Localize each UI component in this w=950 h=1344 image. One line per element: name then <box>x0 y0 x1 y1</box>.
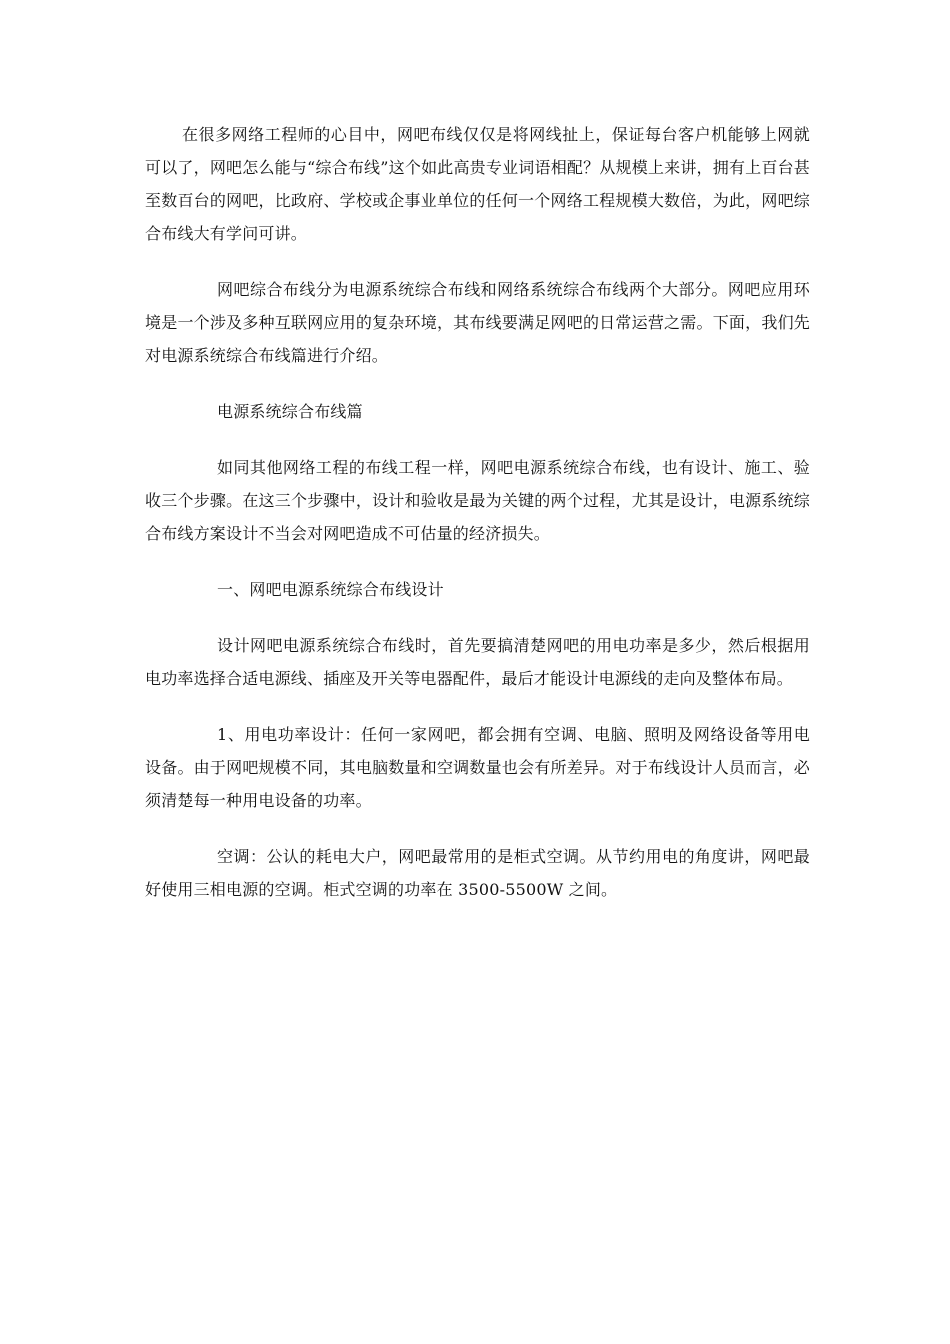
paragraph-design: 设计网吧电源系统综合布线时，首先要搞清楚网吧的用电功率是多少，然后根据用电功率选择合适电源线、插座及开关等电器配件，最后才能设计电源线的走向及整体布局。 <box>145 636 810 688</box>
paragraph-power-design: 1、用电功率设计：任何一家网吧，都会拥有空调、电脑、照明及网络设备等用电设备。由于网吧规模不同，其电脑数量和空调数量也会有所差异。对于布线设计人员而言，必须清楚每一种用电设备的功率。 <box>145 725 810 810</box>
document-body <box>145 118 810 906</box>
paragraph-air-conditioning: 空调：公认的耗电大户，网吧最常用的是柜式空调。从节约用电的角度讲，网吧最好使用三相电源的空调。柜式空调的功率在 3500-5500W 之间。 <box>145 847 810 899</box>
section-heading-power: 电源系统综合布线篇 <box>217 402 363 421</box>
subheading-design: 一、网吧电源系统综合布线设计 <box>217 580 444 599</box>
paragraph-overview: 网吧综合布线分为电源系统综合布线和网络系统综合布线两个大部分。网吧应用环境是一个涉及多种互联网应用的复杂环境，其布线要满足网吧的日常运营之需。下面，我们先对电源系统综合布线篇进行介绍。 <box>145 280 810 365</box>
paragraph-intro: 在很多网络工程师的心目中，网吧布线仅仅是将网线扯上，保证每台客户机能够上网就可以了，网吧怎么能与“综合布线”这个如此高贵专业词语相配？从规模上来讲，拥有上百台甚至数百台的网吧，比政府、学校或企事业单位的任何一个网络工程规模大数倍，为此，网吧综合布线大有学问可讲。 <box>145 125 810 243</box>
paragraph-steps: 如同其他网络工程的布线工程一样，网吧电源系统综合布线，也有设计、施工、验收三个步骤。在这三个步骤中，设计和验收是最为关键的两个过程，尤其是设计，电源系统综合布线方案设计不当会对网吧造成不可估量的经济损失。 <box>145 458 810 543</box>
